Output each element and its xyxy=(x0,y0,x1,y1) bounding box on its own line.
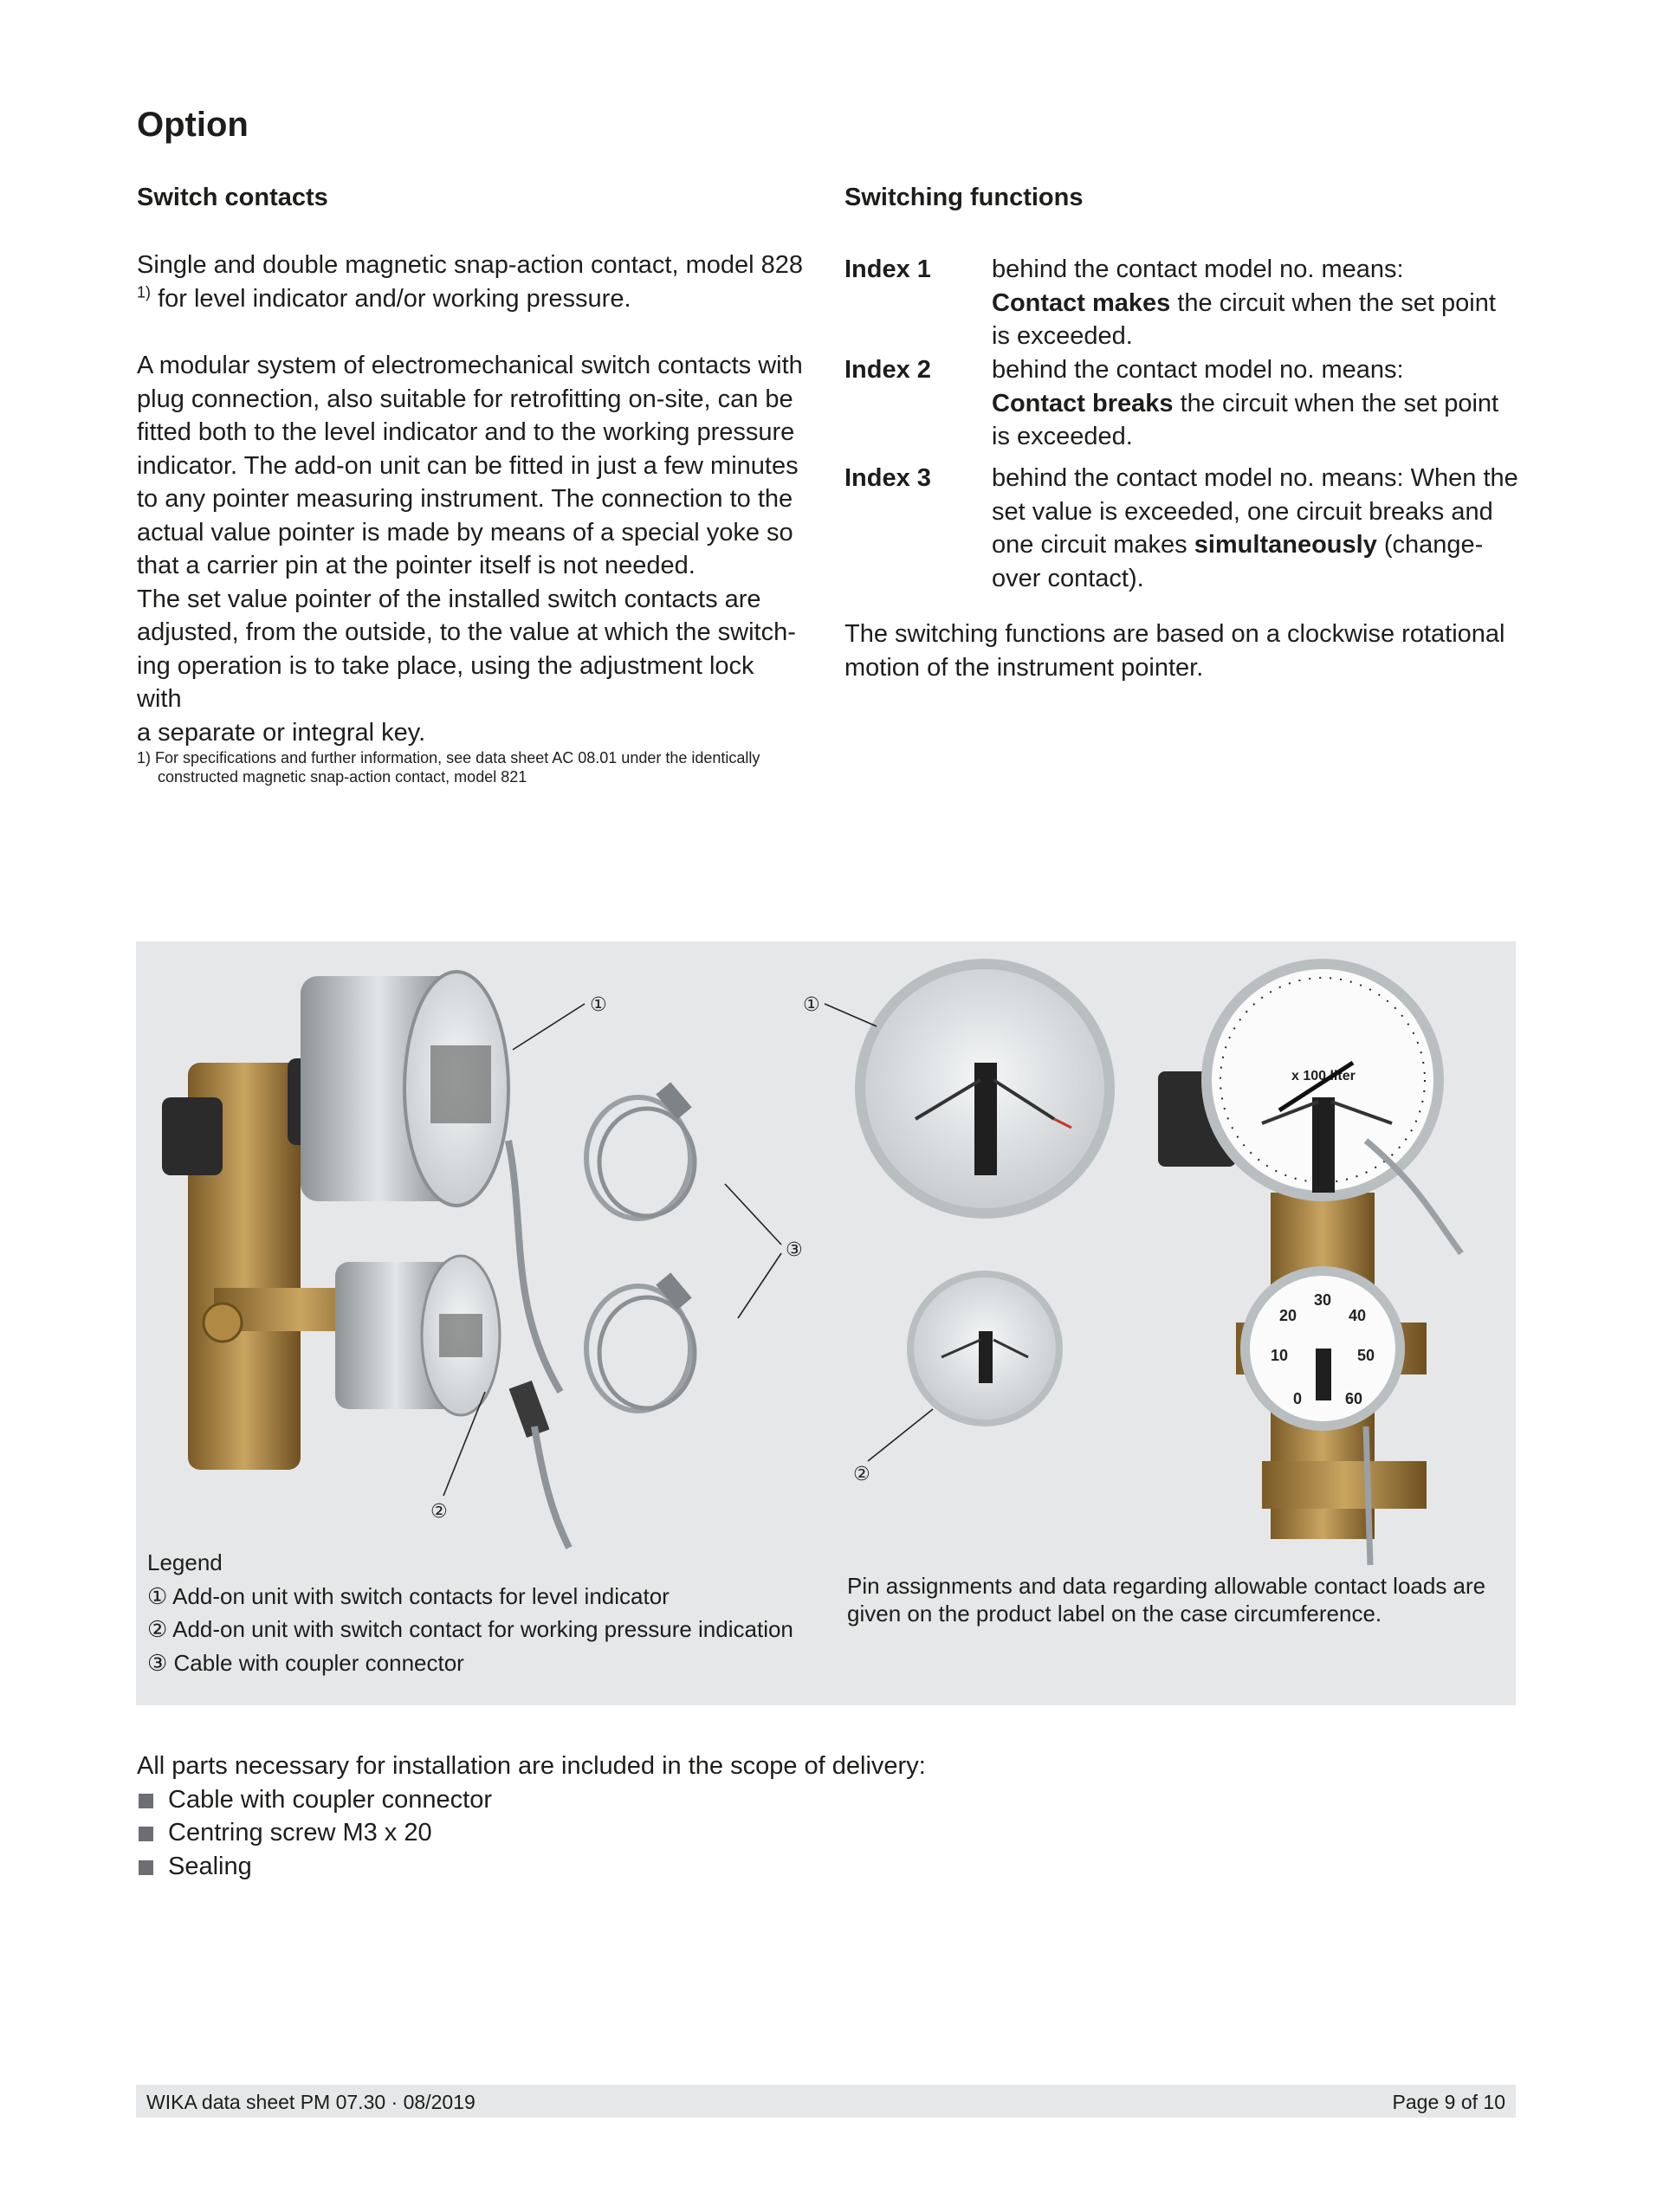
contact-block xyxy=(1312,1097,1335,1193)
brass-base xyxy=(1262,1461,1427,1509)
index-3-text: (change- xyxy=(1376,531,1484,559)
index-3-line: over contact). xyxy=(992,564,1144,592)
footer-datasheet: WIKA data sheet PM 07.30 · 08/2019 xyxy=(146,2091,476,2113)
pin-assignment-note xyxy=(847,1572,1488,1627)
list-item xyxy=(137,1850,926,1884)
index-2-label: Index 2 xyxy=(844,356,931,384)
cable-coil xyxy=(599,1297,695,1408)
footnote xyxy=(137,748,804,786)
dial-number: 50 xyxy=(1357,1347,1375,1364)
switch-contact-module xyxy=(439,1314,482,1357)
page-title: Option xyxy=(137,106,249,144)
cable-line xyxy=(508,1141,560,1392)
footnote-ref: 1) xyxy=(137,282,152,301)
note-line: motion of the instrument pointer. xyxy=(844,653,1204,682)
delivery-list xyxy=(137,1783,926,1884)
delivery-intro: All parts necessary for installation are included in the scope of delivery: xyxy=(137,1752,926,1780)
footnote-line: constructed magnetic snap-action contact, model 821 xyxy=(158,768,527,786)
index-3-line: set value is exceeded, one circuit breaks and xyxy=(992,497,1493,526)
description-line: fitted both to the level indicator and to the working pressure xyxy=(137,418,795,446)
callout-2: ② xyxy=(430,1501,448,1523)
cable-line xyxy=(534,1426,569,1548)
dial-number: 20 xyxy=(1279,1307,1297,1324)
index-3-label: Index 3 xyxy=(844,464,931,492)
index-2-rest: the circuit when the set point xyxy=(1173,389,1499,417)
figure-legend xyxy=(147,1546,793,1679)
description-line: a separate or integral key. xyxy=(137,718,426,747)
index-3-line xyxy=(992,528,1520,562)
description-line: plug connection, also suitable for retrofitting on-site, can be xyxy=(137,385,793,413)
description-line: indicator. The add-on unit can be fitted in just a few minutes xyxy=(137,451,799,480)
footer-page-number: Page 9 of 10 xyxy=(1392,2091,1505,2113)
note-line: The switching functions are based on a clockwise rotational xyxy=(844,620,1505,648)
legend-title: Legend xyxy=(147,1549,223,1575)
square-bullet-icon xyxy=(139,1794,153,1808)
delivery-scope xyxy=(137,1750,926,1883)
contact-block xyxy=(979,1331,993,1383)
list-item-text: Centring screw M3 x 20 xyxy=(168,1819,432,1847)
switch-contact-module xyxy=(430,1045,491,1123)
index-2-line: behind the contact model no. means: xyxy=(992,356,1404,384)
level-indicator-assembly xyxy=(162,972,569,1548)
legend-item: ③ Cable with coupler connector xyxy=(147,1649,464,1676)
dial-number: 0 xyxy=(1293,1390,1303,1407)
front-gauge-large xyxy=(855,959,1115,1219)
list-item xyxy=(137,1816,926,1850)
index-2-line xyxy=(992,387,1520,421)
simultaneously-bold: simultaneously xyxy=(1194,531,1377,559)
product-photos xyxy=(136,941,1516,1565)
cable-coil xyxy=(599,1109,695,1216)
index-3-line: behind the contact model no. means: When the xyxy=(992,464,1518,492)
dial-number: 60 xyxy=(1345,1390,1363,1407)
list-item xyxy=(137,1783,926,1817)
description-line: The set value pointer of the installed switch contacts are xyxy=(137,585,761,613)
switch-contacts-heading: Switch contacts xyxy=(137,184,328,211)
index-1-rest: the circuit when the set point xyxy=(1170,288,1496,317)
switch-contacts-description xyxy=(137,349,804,749)
description-line: to any pointer measuring instrument. The connection to the xyxy=(137,485,793,513)
legend-item: ② Add-on unit with switch contact for working pressure indication xyxy=(147,1616,793,1642)
intro-text-a: Single and double magnetic snap-action contact, model 828 xyxy=(137,251,804,279)
list-item-text: Cable with coupler connector xyxy=(168,1785,492,1814)
description-line: that a carrier pin at the pointer itself is not needed. xyxy=(137,552,696,579)
index-1-line: is exceeded. xyxy=(992,322,1133,350)
contact-block xyxy=(974,1063,997,1175)
front-gauge-small xyxy=(907,1271,1063,1426)
switch-contacts-intro xyxy=(137,249,804,315)
index-2-description xyxy=(992,353,1520,454)
index-1-line: behind the contact model no. means: xyxy=(992,255,1404,283)
cable-line xyxy=(1366,1426,1370,1565)
index-3-description xyxy=(992,462,1520,595)
description-line: ing operation is to take place, using the adjustment lock with xyxy=(137,651,754,713)
index-1-description xyxy=(992,253,1520,353)
cable-connector-icon xyxy=(509,1381,550,1438)
index-1-label: Index 1 xyxy=(844,255,931,283)
square-bullet-icon xyxy=(139,1827,153,1841)
callout-1: ① xyxy=(803,994,820,1016)
description-line: actual value pointer is made by means of a special yoke so xyxy=(137,518,793,547)
contact-breaks-bold: Contact breaks xyxy=(992,389,1174,417)
page-footer xyxy=(136,2085,1516,2118)
callout-2: ② xyxy=(853,1464,870,1485)
plug-connector-icon xyxy=(162,1097,223,1175)
index-2-line: is exceeded. xyxy=(992,423,1133,450)
valve-knob xyxy=(204,1303,242,1342)
coiled-cables xyxy=(586,1082,695,1411)
description-line: A modular system of electromechanical switch contacts with xyxy=(137,352,803,379)
differential-pressure-assembly xyxy=(1158,959,1461,1565)
description-line: adjusted, from the outside, to the value at which the switch- xyxy=(137,618,796,646)
index-1-line xyxy=(992,287,1520,320)
gauge-unit-label: x 100 liter xyxy=(1291,1069,1356,1083)
contact-makes-bold: Contact makes xyxy=(992,288,1171,317)
list-item-text: Sealing xyxy=(168,1852,252,1880)
pin-note-line: given on the product label on the case circumference. xyxy=(847,1601,1382,1627)
pin-note-line: Pin assignments and data regarding allowable contact loads are xyxy=(847,1573,1486,1599)
footnote-line: 1) For specifications and further information, see data sheet AC 08.01 under the identically xyxy=(137,749,760,766)
dial-number: 10 xyxy=(1271,1347,1289,1364)
switching-note xyxy=(844,618,1520,684)
intro-text-b: for level indicator and/or working pressure. xyxy=(151,284,631,313)
dial-number: 40 xyxy=(1349,1307,1367,1324)
callout-3: ③ xyxy=(786,1239,803,1261)
callout-1: ① xyxy=(590,994,607,1016)
switching-functions-heading: Switching functions xyxy=(844,184,1084,211)
contact-block xyxy=(1316,1349,1331,1400)
square-bullet-icon xyxy=(139,1860,153,1875)
index-3-text: one circuit makes xyxy=(992,531,1194,559)
legend-item: ① Add-on unit with switch contacts for level indicator xyxy=(147,1582,670,1609)
dial-number: 30 xyxy=(1314,1291,1332,1309)
